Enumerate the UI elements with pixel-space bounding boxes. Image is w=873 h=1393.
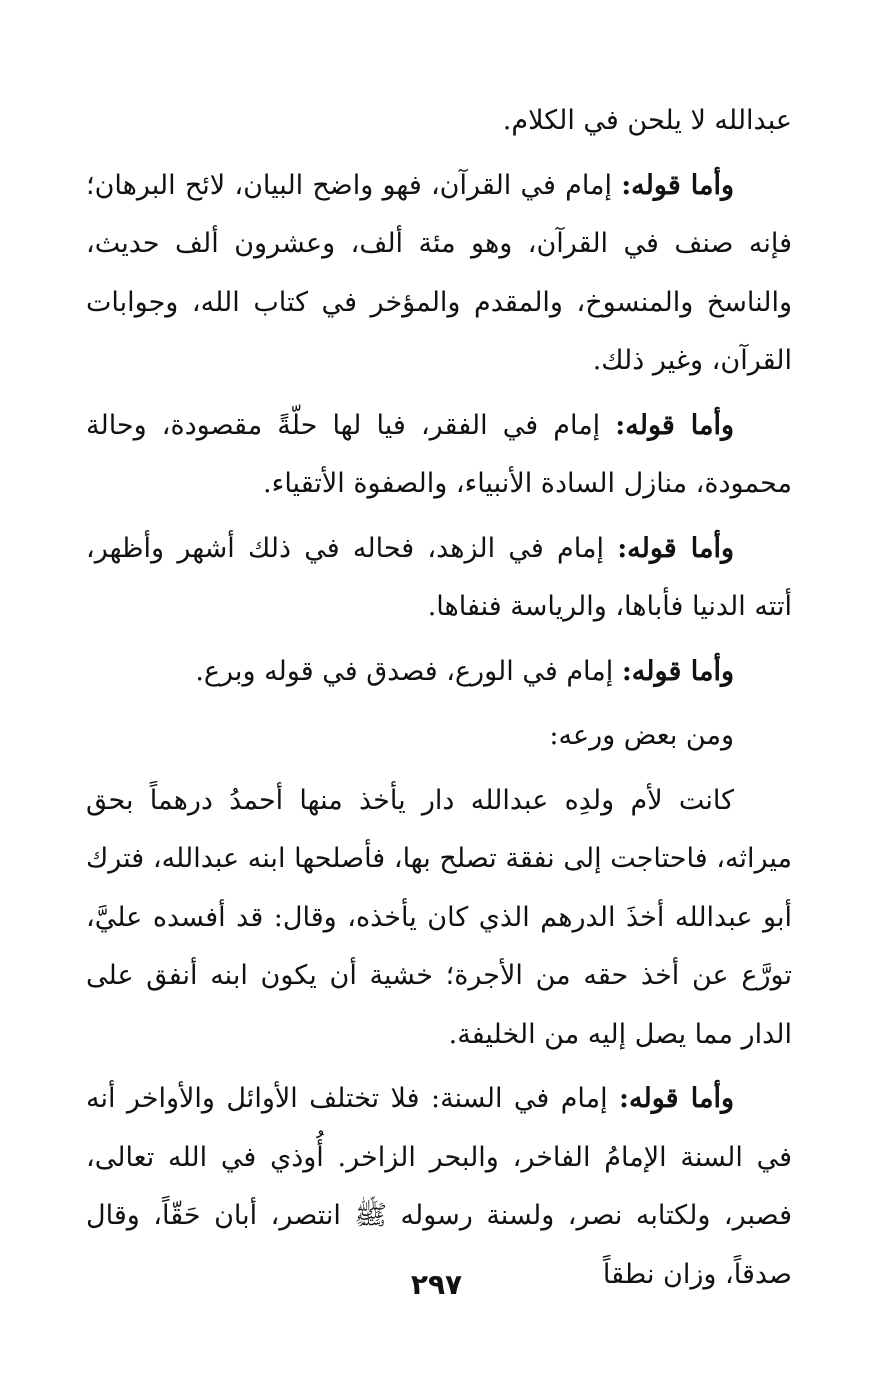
paragraph-text: إمام في الفقر، فيا لها حلّةً مقصودة، وحالة محمودة، منازل السادة الأنبياء، والصفوة الأتقياء. xyxy=(86,409,792,499)
paragraph-7 xyxy=(86,772,792,1065)
page-number: ٢٩٧ xyxy=(410,1268,463,1301)
paragraph-5 xyxy=(86,643,792,702)
page-body xyxy=(86,92,792,1310)
paragraph-text: كانت لأم ولدِه عبدالله دار يأخذ منها أحمدُ درهماً بحق ميراثه، فاحتاجت إلى نفقة تصلح بها، فأصلحها ابنه عبدالله، فترك أبو عبدالله أخذَ الدرهم الذي كان يأخذه، وقال: قد أفسده عليَّ، تورَّع عن أخذ حقه من الأجرة؛ خشية أن يكون ابنه أنفق على الدار مما يصل إليه من الخليفة. xyxy=(86,784,792,1050)
paragraph-4 xyxy=(86,520,792,637)
paragraph-text: عبدالله لا يلحن في الكلام. xyxy=(502,105,792,136)
paragraph-lead: وأما قوله: xyxy=(621,655,734,687)
paragraph-6 xyxy=(86,707,792,766)
paragraph-lead: وأما قوله: xyxy=(619,1083,735,1114)
paragraph-2 xyxy=(86,157,792,391)
paragraph-lead: وأما قوله: xyxy=(615,409,734,441)
paragraph-lead: وأما قوله: xyxy=(617,532,734,564)
paragraph-lead: وأما قوله: xyxy=(621,169,734,201)
paragraph-text: إمام في السنة: فلا تختلف الأوائل والأواخر أنه في السنة الإمامُ الفاخر، والبحر الزاخر. أُوذي في الله تعالى، فصبر، ولكتابه نصر، ولسنة رسوله ﷺ انتصر، أبان حَقّاً، وقال صدقاً، وزان نطقاً xyxy=(86,1083,792,1290)
paragraph-text: إمام في الورع، فصدق في قوله وبرع. xyxy=(195,655,622,687)
paragraph-text: ومن بعض ورعه: xyxy=(549,720,734,751)
paragraph-text: إمام في الزهد، فحاله في ذلك أشهر وأظهر، أتته الدنيا فأباها، والرياسة فنفاها. xyxy=(86,532,792,622)
paragraph-text: إمام في القرآن، فهو واضح البيان، لائح البرهان؛ فإنه صنف في القرآن، وهو مئة ألف، وعشرون ألف حديث، والناسخ والمنسوخ، والمقدم والمؤخر في كتاب الله، وجوابات القرآن، وغير ذلك. xyxy=(86,169,792,376)
paragraph-1 xyxy=(86,92,792,151)
paragraph-3 xyxy=(86,397,792,514)
